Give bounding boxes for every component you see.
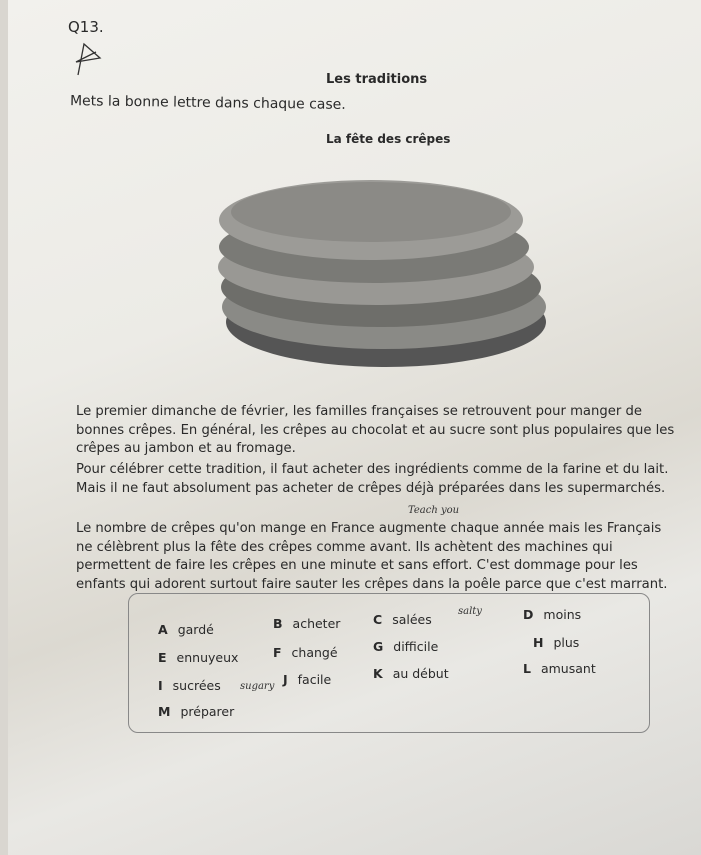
option-f: F changé <box>273 645 338 660</box>
option-l: L amusant <box>523 661 596 676</box>
handwritten-sugary: sugary <box>240 681 275 692</box>
option-b: B acheter <box>273 616 341 631</box>
section-title: Les traditions <box>326 72 428 87</box>
paragraph-2: Pour célébrer cette tradition, il faut acheter des ingrédients comme de la farine et du lait. Mais il ne faut absolument pas acheter de crêpes déjà préparées dans les supermarchés. <box>76 462 669 496</box>
option-d: D moins <box>523 607 582 622</box>
handwritten-scribble-icon <box>70 40 106 82</box>
option-g: G difficile <box>373 639 439 654</box>
option-h: H plus <box>533 635 580 650</box>
option-a: A gardé <box>158 622 214 637</box>
option-j: J facile <box>283 672 332 687</box>
worksheet-page <box>8 0 701 855</box>
option-k: K au début <box>373 666 449 681</box>
handwritten-note: Teach you <box>408 505 460 516</box>
option-i: I sucrées <box>158 678 221 693</box>
instruction: Mets la bonne lettre dans chaque case. <box>69 93 346 113</box>
option-c: C salées <box>373 612 432 627</box>
option-m: M préparer <box>158 704 235 719</box>
paragraph-1: Le premier dimanche de février, les familles françaises se retrouvent pour manger de bonnes crêpes. En général, les crêpes au chocolat et au sucre sont plus populaires que les crêpes au jambon et au fromage. <box>76 404 675 456</box>
option-e: E ennuyeux <box>158 650 239 665</box>
paragraph-3: Le nombre de crêpes qu'on mange en France augmente chaque année mais les Français ne célèbrent plus la fête des crêpes comme avant. Ils achètent des machines qui permettent de faire les crêpes en une minute et sans effort. C'est dommage pour les enfants qui adorent surtout faire sauter les crêpes dans la poêle parce que c'est marrant. <box>76 521 668 592</box>
question-number: Q13. <box>68 18 104 36</box>
crepe-stack-image <box>216 172 556 382</box>
article-title: La fête des crêpes <box>326 132 451 146</box>
handwritten-salty: salty <box>458 606 482 617</box>
